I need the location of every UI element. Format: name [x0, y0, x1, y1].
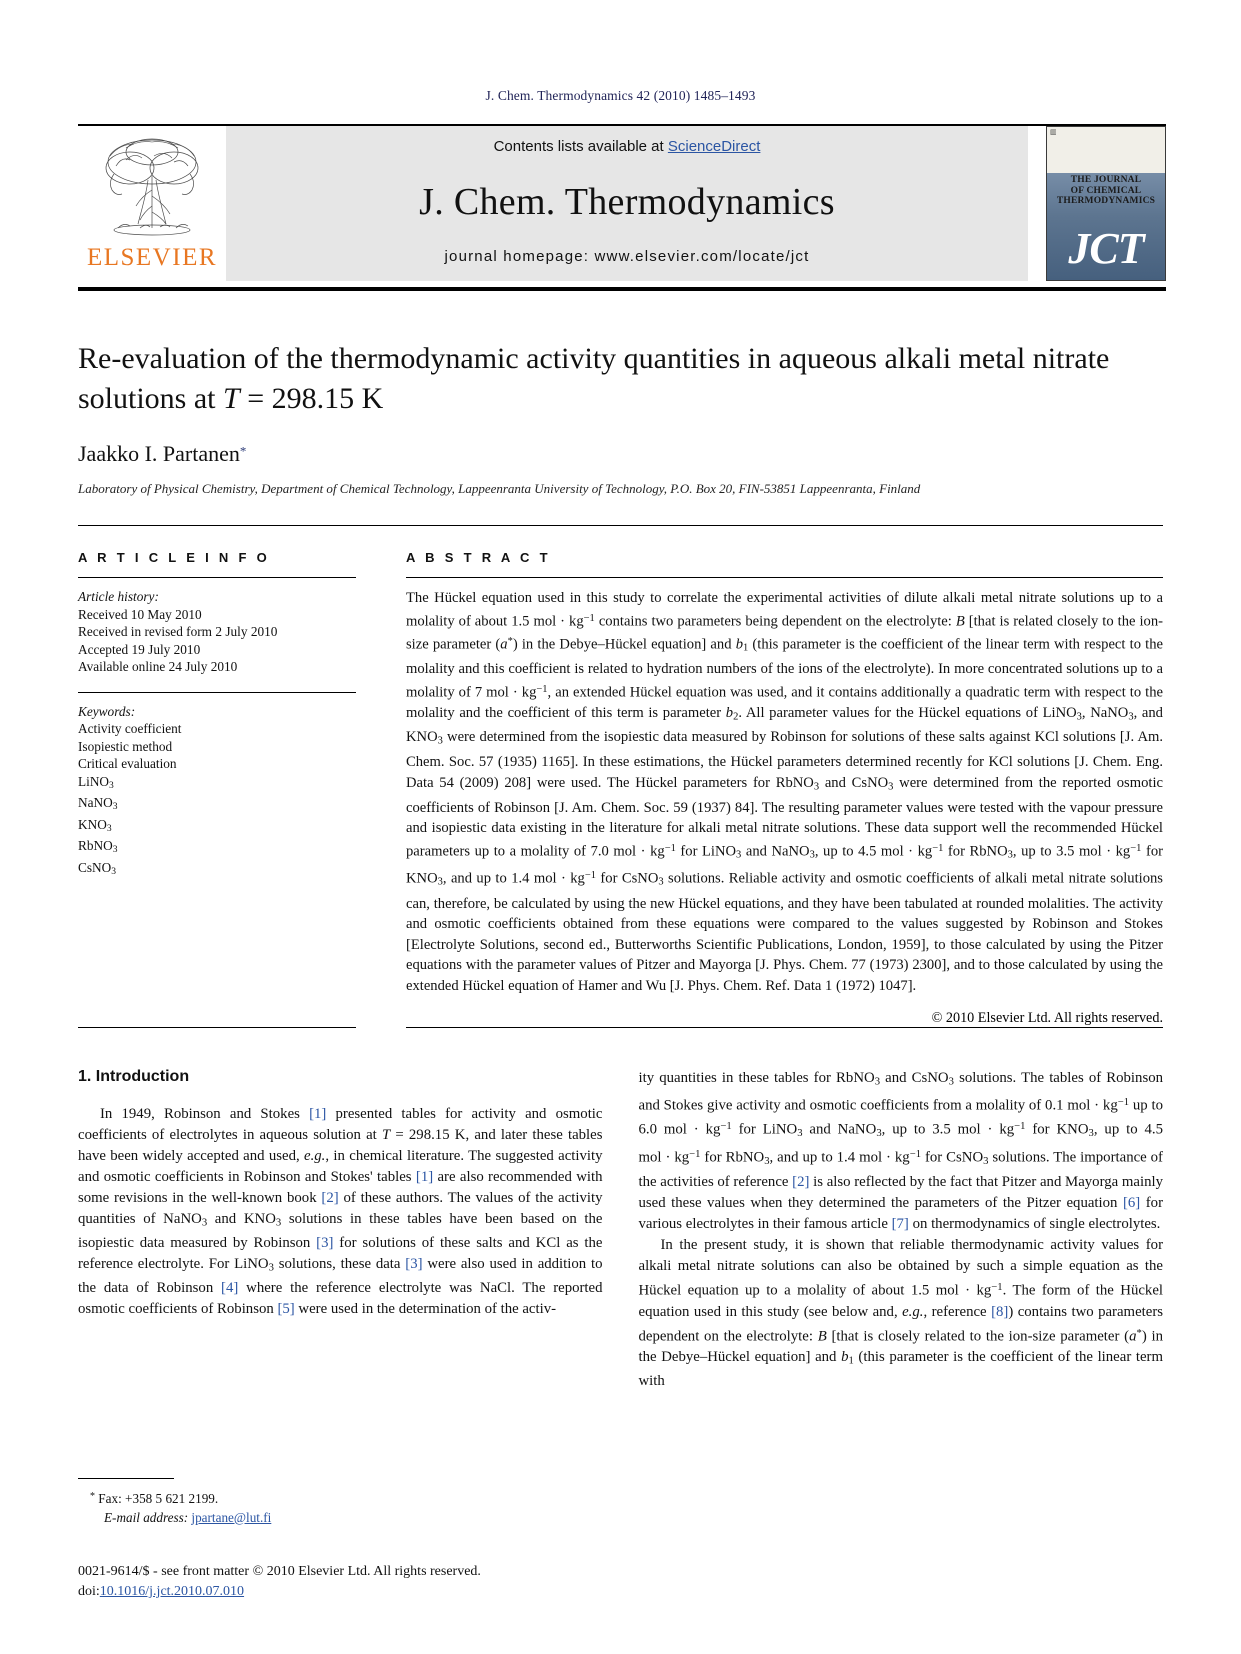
citation-ref[interactable]: [6] [1122, 1195, 1141, 1212]
elsevier-wordmark: ELSEVIER [86, 244, 218, 271]
citation-ref[interactable]: [1] [415, 1168, 434, 1185]
abstract-text: The Hückel equation used in this study to correlate the experimental activities of dilute alkali metal nitrate solutions up to a molality of about 1.5 mol · $kg^{-1}$ contains two parameters being dependent on the electrolyte: B [that is related closely to the ion-size parameter (a*) in the Debye–Hückel equation] and $b_1$ (this parameter is the coefficient of the linear term with respect to the molality and this coefficient is related to hydration numbers of the ions of the electrolyte). In more concentrated solutions up to a molality of 7 mol · $kg^{-1}$, an extended Hückel equation was used, and it contains additionally a quadratic term with respect to the molality and the coefficient of this term is parameter $b_2$. All parameter values for the Hückel equations of LiNO$_3$, NaNO$_3$, and $KNO_3$ were determined from the isopiestic data measured by Robinson for solutions of these salts against KCl solutions [J. Am. Chem. Soc. 57 (1935) 1165]. In these estimations, the Hückel parameters determined recently for KCl solutions [J. Chem. Eng. Data 54 (2009) 208] were used. The Hückel parameters for RbNO$_3$ and CsNO$_3$ were determined from the reported osmotic coefficients of Robinson [J. Am. Chem. Soc. 59 (1937) 84]. The resulting parameter values were tested with the vapour pressure and isopiestic data existing in the literature for alkali metal nitrate solutions. These data support well the recommended Hückel parameters up to a molality of 7.0 mol · $kg^{-1}$ for LiNO$_3$ and NaNO$_3$, up to 4.5 mol · $kg^{-1}$ for RbNO$_3$, up to 3.5 mol · $kg^{-1}$ for $KNO_3$, and up to 1.4 mol · $kg^{-1}$ for CsNO$_3$ solutions. Reliable activity and osmotic coefficients of alkali metal nitrate solutions can, therefore, be calculated by using the new Hückel equations, and they have been tabulated at rounded molalities. The activity and osmotic coefficients obtained from these equations were compared to the values suggested by Robinson and Stokes [Electrolyte Solutions, second ed., Butterworths Scientific Publications, London, 1959], to those calculated by using the Pitzer equations with the parameter values of Pitzer and Mayorga [J. Phys. Chem. 77 (1973) 2300], and to those calculated by using the extended Hückel equation of Hamer and Wu [J. Phys. Chem. Ref. Data 1 (1972) 1047]. [406, 590, 1164, 994]
article-info-column [78, 550, 356, 1027]
citation-ref[interactable]: [1] [309, 1105, 327, 1122]
cover-top-strip [1047, 127, 1165, 173]
abstract-heading: A B S T R A C T [406, 550, 551, 565]
body-column-right [639, 1068, 1164, 1393]
abstract-copyright: © 2010 Elsevier Ltd. All rights reserved. [931, 1009, 1163, 1026]
doi-link[interactable]: 10.1016/j.jct.2010.07.010 [99, 1584, 245, 1599]
keyword-item: RbNO$_3$ [78, 838, 118, 856]
article-info-rule [78, 577, 356, 578]
cover-journal-title [1047, 175, 1165, 207]
citation-ref[interactable]: [7] [891, 1216, 909, 1233]
keywords-block [78, 703, 356, 881]
article-info-heading: A R T I C L E I N F O [78, 550, 271, 565]
history-item: Available online 24 July 2010 [78, 659, 238, 674]
intro-paragraph-right-1: ity quantities in these tables for RbNO$_3$ and CsNO$_3$ solutions. The tables of Robinson and Stokes give activity and osmotic coefficients from a molality of 0.1 mol · $kg^{-1}$ up to 6.0 mol · $kg^{-1}$ for LiNO$_3$ and NaNO$_3$, up to 3.5 mol · $kg^{-1}$ for $KNO_3$, up to 4.5 mol · $kg^{-1}$ for RbNO$_3$, and up to 1.4 mol · $kg^{-1}$ for CsNO$_3$ solutions. The importance of the activities of reference [2] is also reflected by the fact that Pitzer and Mayorga mainly used these values when they determined the parameters of the Pitzer equation [6] for various electrolytes in their famous article [7] on thermodynamics of single electrolytes. [638, 1069, 1164, 1233]
keyword-item: NaNO$_3$ [78, 795, 118, 813]
email-link[interactable]: jpartane@lut.fi [191, 1509, 272, 1525]
cover-abbrev-logo: JCT [1068, 224, 1144, 273]
citation-ref[interactable]: [4] [221, 1280, 239, 1297]
footnote-block [78, 1478, 598, 1527]
citation-ref[interactable]: [3] [405, 1255, 423, 1272]
abstract-rule [406, 577, 1163, 578]
intro-paragraph-right-2: In the present study, it is shown that reliable thermodynamic activity values for alkali metal nitrate solutions can also be obtained by such a simple equation as the Hückel equation up to a molality of about 1.5 mol · $kg^{-1}$. The form of the Hückel equation used in this study (see below and, e.g., reference [8]) contains two parameters dependent on the electrolyte: B [that is closely related to the ion-size parameter (a*) in the Debye–Hückel equation] and $b_1$ (this parameter is the coefficient of the linear term with [638, 1237, 1163, 1390]
doi-label: doi: [78, 1584, 100, 1599]
issn-line: 0021-9614/$ - see front matter © 2010 Elsevier Ltd. All rights reserved. [78, 1564, 481, 1579]
keyword-item: CsNO$_3$ [78, 859, 117, 877]
title-line-2-post: = 298.15 K [239, 382, 384, 415]
journal-title: J. Chem. Thermodynamics [419, 180, 835, 223]
article-history-block [78, 588, 356, 676]
article-history-label: Article history: [78, 589, 159, 604]
journal-cover-thumbnail [1046, 126, 1166, 281]
fax-text: Fax: +358 5 621 2199. [98, 1491, 219, 1507]
abstract-bottom-rule [406, 1027, 1163, 1028]
cover-title-line-1: THE JOURNAL [1070, 175, 1142, 185]
keyword-item: LiNO$_3$ [78, 773, 114, 791]
contents-line [494, 138, 761, 155]
sciencedirect-link[interactable]: ScienceDirect [667, 138, 761, 155]
running-head: J. Chem. Thermodynamics 42 (2010) 1485–1493 [485, 88, 756, 103]
history-item: Received 10 May 2010 [78, 606, 202, 622]
footnote-marker: * [90, 1491, 95, 1502]
author-list [78, 441, 1141, 467]
affiliation: Laboratory of Physical Chemistry, Department of Chemical Technology, Lappeenranta University of Technology, P.O. Box 20, FIN-53851 Lappeenranta, Finland [78, 481, 921, 496]
history-item: Accepted 19 July 2010 [78, 641, 201, 657]
banner-center [226, 126, 1028, 281]
imprint-block [78, 1562, 481, 1602]
info-bottom-rule [78, 1027, 356, 1028]
citation-ref[interactable]: [5] [277, 1301, 295, 1318]
cover-title-line-3: THERMODYNAMICS [1056, 196, 1156, 206]
keyword-item: $KNO_3$ [78, 816, 112, 834]
keyword-item: Activity coefficient [78, 721, 182, 736]
journal-banner [78, 124, 1166, 291]
keyword-item: Critical evaluation [78, 756, 177, 771]
info-spacer [78, 676, 356, 692]
elsevier-logo [78, 126, 226, 281]
banner-bottom-rule [78, 287, 1166, 291]
rule-gap [356, 1027, 406, 1028]
intro-paragraph-left: In 1949, Robinson and Stokes [1] presented tables for activity and osmotic coefficients of electrolytes in aqueous solution at T = 298.15 K, and later these tables have been widely accepted and used, e.g., in chemical literature. The suggested activity and osmotic coefficients in Robinson and Stokes' tables [1] are also recommended with some revisions in the well-known book [2] of these authors. The values of the activity quantities of NaNO$_3$ and $KNO_3$ solutions in these tables have been based on the isopiestic data measured by Robinson [3] for solutions of these salts and KCl as the reference electrolyte. For LiNO$_3$ solutions, these data [3] were also used in addition to the data of Robinson [4] where the reference electrolyte was NaCl. The reported osmotic coefficients of Robinson [5] were used in the determination of the activ- [78, 1105, 603, 1318]
body-column-left [78, 1068, 603, 1393]
section-heading-introduction: 1. Introduction [78, 1067, 190, 1085]
journal-homepage[interactable]: journal homepage: www.elsevier.com/locate/jct [444, 248, 810, 265]
title-line-2-pre: nitrate solutions at [78, 342, 1110, 415]
keywords-rule [78, 692, 356, 693]
author-name: Jaakko I. Partanen [78, 441, 240, 466]
info-abstract-bottom-rules [78, 1027, 1163, 1028]
keyword-item: Isopiestic method [78, 738, 173, 754]
citation-ref[interactable]: [8] [991, 1303, 1009, 1320]
doi-line [78, 1582, 481, 1602]
cover-title-line-2: OF CHEMICAL [1070, 185, 1142, 196]
citation-ref[interactable]: [3] [316, 1234, 334, 1251]
abstract-column [406, 550, 1163, 1027]
history-item: Received in revised form 2 July 2010 [78, 624, 278, 639]
citation-ref[interactable]: [2] [792, 1174, 810, 1191]
title-block [78, 339, 1141, 497]
contents-prefix: Contents lists available at [493, 138, 668, 155]
keywords-label: Keywords: [78, 703, 136, 719]
info-abstract-region [78, 525, 1163, 1027]
corresponding-author-marker: * [239, 443, 247, 459]
page-title [78, 339, 1141, 419]
cover-masthead-icon: ▥ [1050, 129, 1057, 136]
citation-ref[interactable]: [2] [321, 1189, 339, 1206]
body-columns [78, 1068, 1163, 1393]
elsevier-tree-icon [96, 132, 208, 242]
email-label: E-mail address: [104, 1509, 189, 1525]
footnote-rule [78, 1478, 174, 1479]
footnote-email [78, 1509, 598, 1528]
title-temperature-symbol: T [223, 382, 240, 415]
title-line-1: Re-evaluation of the thermodynamic activity quantities in aqueous alkali metal [78, 342, 1026, 375]
footnote-fax [78, 1488, 598, 1509]
